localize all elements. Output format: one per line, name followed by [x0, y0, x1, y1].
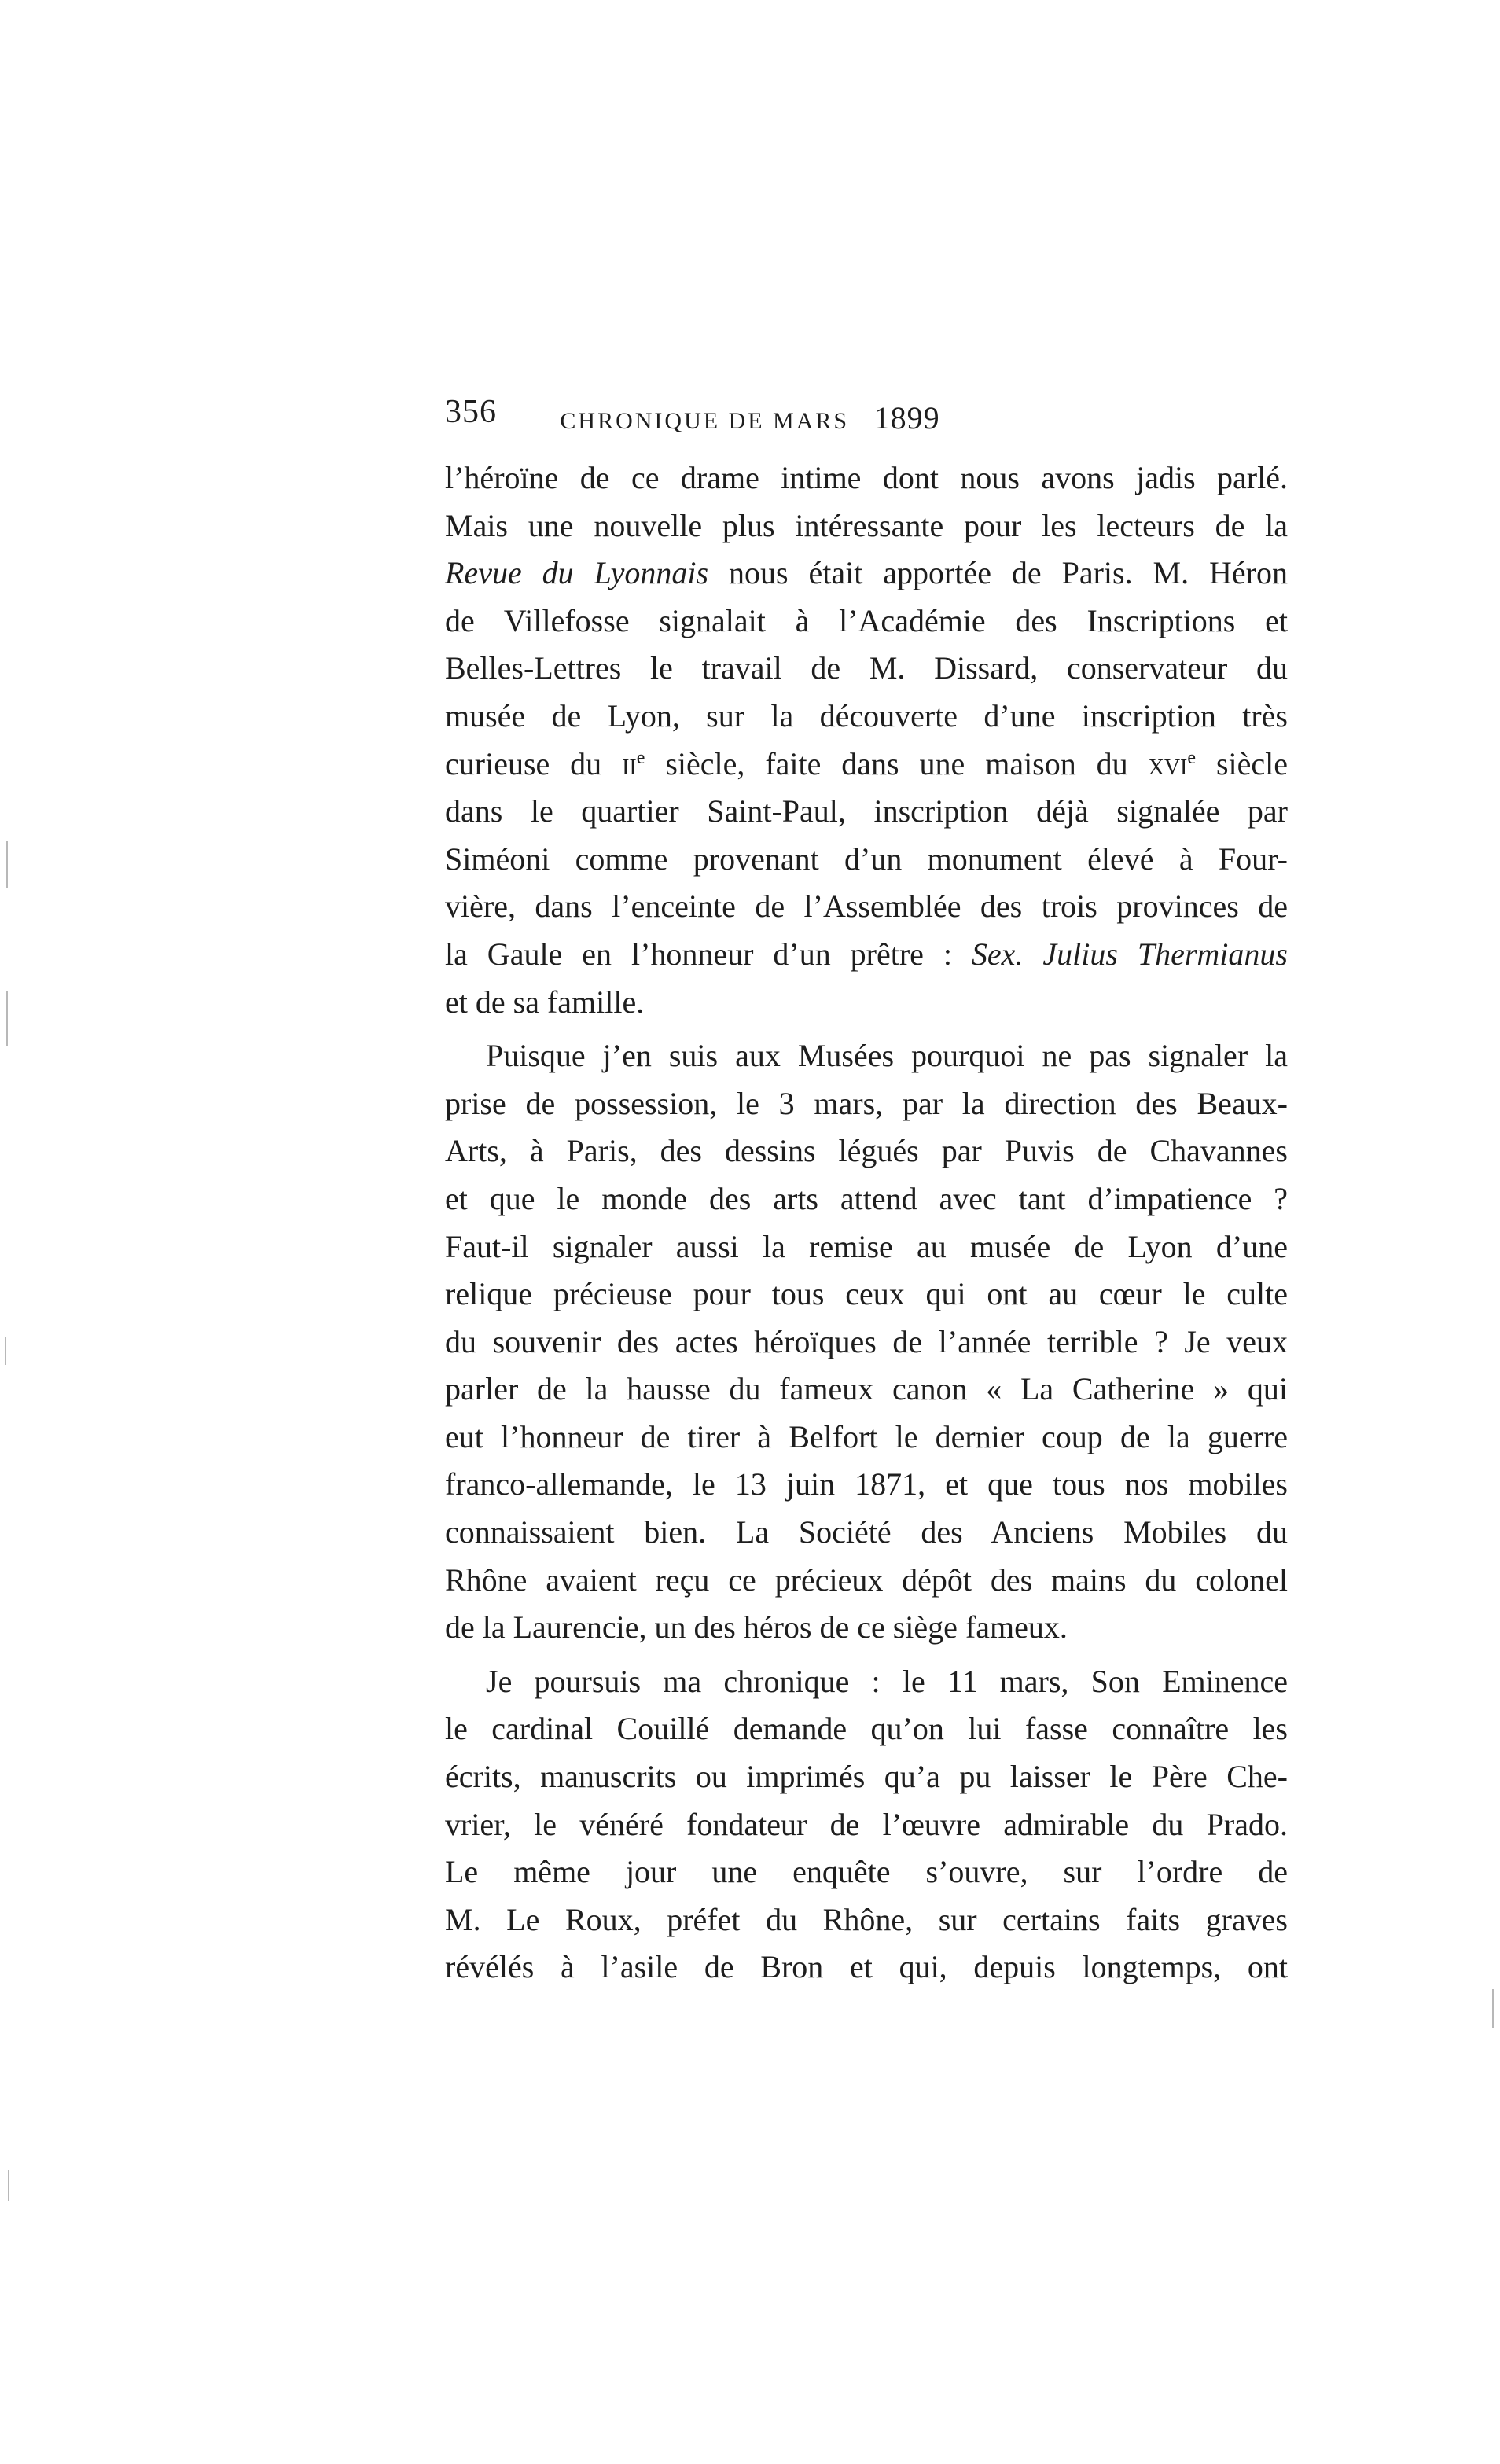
text-line: révélés à l’asile de Bron et qui, depuis longtemps, ont	[445, 1949, 1288, 1985]
text-line: Arts, à Paris, des dessins légués par Puvis de Chavannes	[445, 1133, 1288, 1169]
text-line: connaissaient bien. La Société des Anciens Mobiles du	[445, 1514, 1288, 1550]
text-line: le cardinal Couillé demande qu’on lui fasse connaître les	[445, 1711, 1288, 1747]
paragraph-2	[445, 1032, 1288, 1652]
text-line: de Villefosse signalait à l’Académie des Inscriptions et	[445, 602, 1288, 638]
text-line: prise de possession, le 3 mars, par la direction des Beaux-	[445, 1085, 1288, 1121]
roman-numeral: xvi	[1148, 745, 1188, 781]
text-line: M. Le Roux, préfet du Rhône, sur certains faits graves	[445, 1901, 1288, 1937]
roman-numeral: ii	[622, 745, 637, 781]
header-title	[445, 399, 1055, 436]
paragraph-1	[445, 454, 1288, 1026]
text-line: vrier, le vénéré fondateur de l’œuvre admirable du Prado.	[445, 1806, 1288, 1842]
paragraph-3	[445, 1658, 1288, 1991]
superscript: e	[1187, 747, 1197, 768]
text-line	[445, 550, 1288, 598]
scan-mark	[1492, 1989, 1494, 2028]
scan-mark	[8, 2170, 9, 2201]
text-line: Puisque j’en suis aux Musées pourquoi ne pas signaler la	[486, 1038, 1288, 1074]
page-number: 356	[445, 394, 497, 430]
text-line: dans le quartier Saint-Paul, inscription déjà signalée par	[445, 793, 1288, 829]
header-chronicle-title: CHRONIQUE DE MARS	[560, 408, 850, 434]
scan-mark	[6, 991, 8, 1046]
text-line: vière, dans l’enceinte de l’Assemblée des trois provinces de	[445, 888, 1288, 925]
text-line: et de sa famille.	[445, 984, 645, 1020]
text-line: l’héroïne de ce drame intime dont nous avons jadis parlé.	[445, 460, 1288, 495]
text-line: Belles-Lettres le travail de M. Dissard, conservateur du	[445, 650, 1288, 686]
scan-mark	[6, 841, 8, 888]
text-line: de la Laurencie, un des héros de ce siège fameux.	[445, 1609, 1068, 1646]
text-fragment: la Gaule en l’honneur d’un prêtre :	[445, 936, 972, 972]
header-year: 1899	[873, 400, 940, 436]
body-text	[445, 454, 1288, 1991]
text-line: Siméoni comme provenant d’un monument élevé à Four-	[445, 840, 1288, 877]
text-line: Faut-il signaler aussi la remise au musée de Lyon d’une	[445, 1228, 1288, 1264]
text-line: parler de la hausse du fameux canon « La Catherine » qui	[445, 1371, 1288, 1407]
text-line: Je poursuis ma chronique : le 11 mars, Son Eminence	[486, 1663, 1288, 1699]
text-line: et que le monde des arts attend avec tant d’impatience ?	[445, 1180, 1288, 1216]
superscript: e	[636, 747, 645, 768]
text-line: musée de Lyon, sur la découverte d’une inscription très	[445, 697, 1288, 734]
text-fragment: nous était apportée de Paris. M. Héron	[708, 555, 1289, 591]
text-line: écrits, manuscrits ou imprimés qu’a pu laisser le Père Che-	[445, 1759, 1288, 1795]
header-separator	[858, 408, 866, 434]
text-fragment: siècle, faite dans une maison du	[645, 745, 1149, 781]
inscription-name: Sex. Julius Thermianus	[971, 936, 1288, 972]
journal-title: Revue du Lyonnais	[445, 555, 709, 591]
paragraph-gap	[445, 1026, 1288, 1032]
scan-mark	[5, 1337, 6, 1365]
paragraph-gap	[445, 1652, 1288, 1658]
text-line: Le même jour une enquête s’ouvre, sur l’ordre de	[445, 1854, 1288, 1890]
running-head	[445, 393, 1055, 440]
text-line: Mais une nouvelle plus intéressante pour les lecteurs de la	[445, 507, 1288, 543]
text-line: franco-allemande, le 13 juin 1871, et que tous nos mobiles	[445, 1466, 1288, 1502]
text-line: du souvenir des actes héroïques de l’année terrible ? Je veux	[445, 1323, 1288, 1359]
text-fragment: curieuse du	[445, 745, 623, 781]
text-line	[445, 931, 1288, 979]
text-line	[445, 741, 1288, 789]
text-fragment: siècle	[1196, 745, 1289, 781]
text-line: Rhône avaient reçu ce précieux dépôt des mains du colonel	[445, 1561, 1288, 1598]
text-line: eut l’honneur de tirer à Belfort le dernier coup de la guerre	[445, 1418, 1288, 1454]
text-line: relique précieuse pour tous ceux qui ont au cœur le culte	[445, 1276, 1288, 1312]
